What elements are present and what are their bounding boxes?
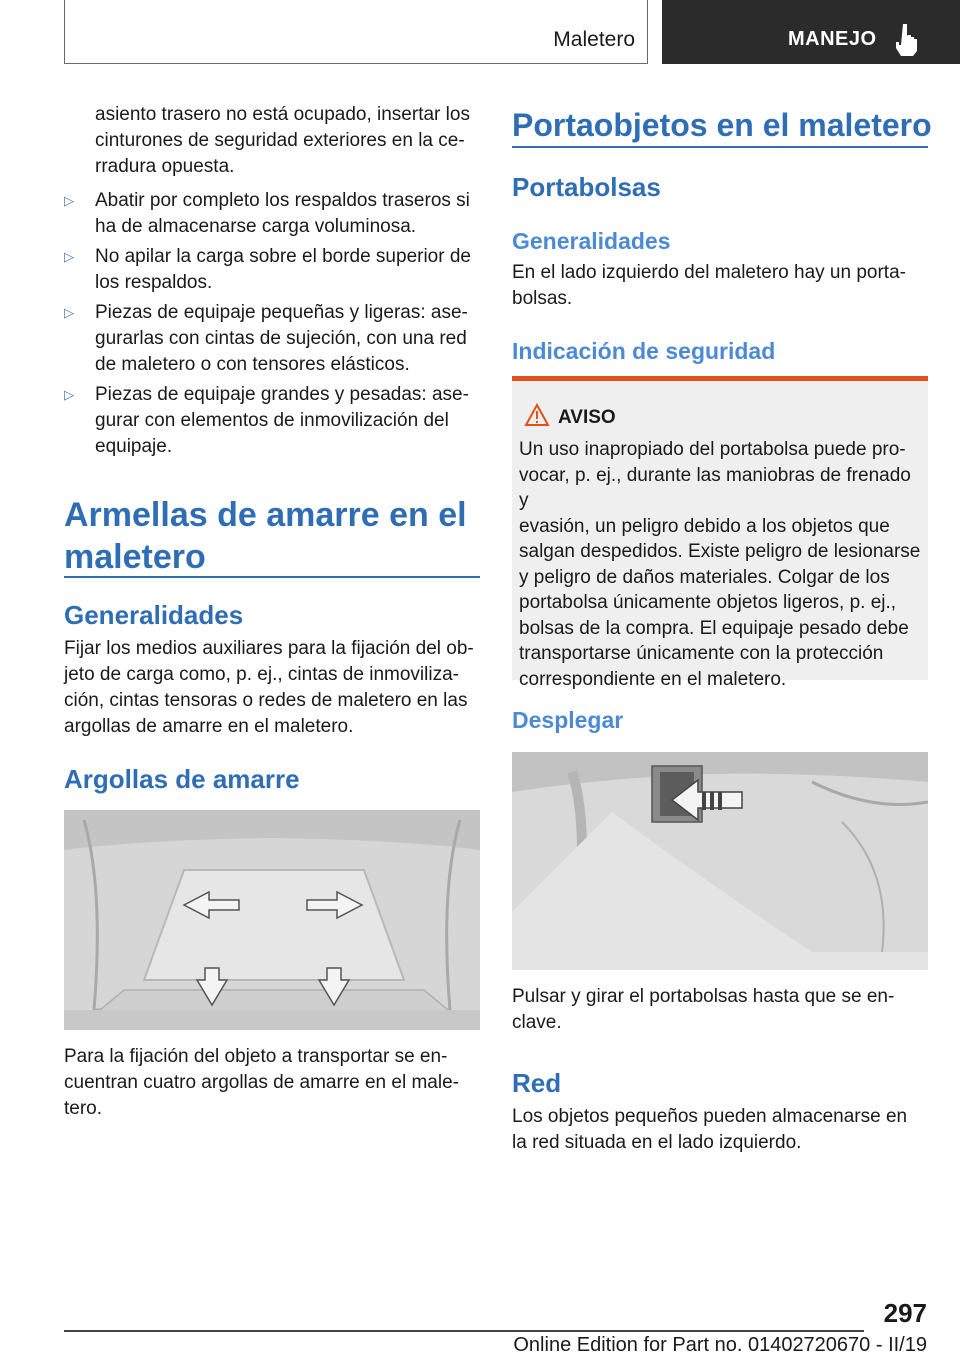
header-section-title: Maletero (553, 28, 635, 51)
text-line: Pulsar y girar el portabolsas hasta que se en- (512, 986, 895, 1007)
text-line: rradura opuesta. (95, 156, 235, 177)
text-line: vocar, p. ej., durante las maniobras de frenado y (519, 464, 911, 511)
text-line: cuentran cuatro argollas de amarre en el male- (64, 1072, 459, 1093)
text-line: cinturones de seguridad exteriores en la ce- (95, 130, 465, 151)
text-line: Para la fijación del objeto a transportar se en- (64, 1046, 448, 1067)
text-line: bolsas. (512, 288, 573, 309)
text-line: gurarlas con cintas de sujeción, con una red (95, 328, 467, 349)
trunk-tie-down-figure (64, 810, 480, 1030)
bag-hook-figure (512, 752, 928, 970)
text-line: de maletero o con tensores elásticos. (95, 354, 410, 375)
text-line: asiento trasero no está ocupado, insertar los (95, 104, 470, 125)
text-line: En el lado izquierdo del maletero hay un porta- (512, 262, 906, 283)
footer-divider (64, 1330, 864, 1332)
header-chapter-tab (662, 0, 960, 64)
section-divider (512, 146, 928, 148)
warning-text (519, 437, 923, 692)
text-line: argollas de amarre en el maletero. (64, 716, 354, 737)
paragraph (512, 1104, 928, 1156)
section-title (64, 494, 480, 578)
edition-note: Online Edition for Part no. 01402720670 - II/19 (513, 1334, 927, 1356)
subsection-heading: Red (512, 1068, 562, 1098)
text-line: los respaldos. (95, 272, 213, 293)
text-line: Piezas de equipaje pequeñas y ligeras: ase- (95, 302, 468, 323)
text-line: Un uso inapropiado del portabolsa puede pro- (519, 439, 906, 460)
text-line: tero. (64, 1098, 103, 1119)
paragraph (64, 636, 480, 740)
text-line: Los objetos pequeños pueden almacenarse en (512, 1106, 908, 1127)
subsubsection-heading: Generalidades (512, 228, 671, 254)
triangle-bullet-icon: ▷ (64, 249, 74, 264)
title-line: Armellas de amarre en el (64, 496, 467, 534)
triangle-bullet-icon: ▷ (64, 305, 74, 320)
text-line: Fijar los medios auxiliares para la fijación del ob- (64, 638, 474, 659)
figure-caption (64, 1044, 480, 1122)
text-line: bolsas de la compra. El equipaje pesado debe (519, 617, 909, 639)
subsection-heading: Portabolsas (512, 172, 661, 202)
header-section-box (64, 0, 648, 64)
subsection-heading: Generalidades (64, 600, 244, 630)
text-line: y peligro de daños materiales. Colgar de los (519, 566, 890, 588)
text-line: portabolsa únicamente objetos ligeros, p. ej., (519, 592, 897, 613)
text-line: correspondiente en el maletero. (519, 668, 787, 690)
title-line: maletero (64, 538, 206, 576)
paragraph (512, 984, 928, 1036)
section-title: Portaobjetos en el maletero (512, 107, 932, 143)
text-line: ción, cintas tensoras o redes de maletero en las (64, 690, 468, 711)
text-line: No apilar la carga sobre el borde superior de (95, 246, 471, 267)
bag-hook-illustration (512, 752, 928, 970)
text-line: ha de almacenarse carga voluminosa. (95, 216, 417, 237)
header-chapter-label: MANEJO (788, 28, 877, 50)
text-line: salgan despedidos. Existe peligro de lesionarse (519, 541, 921, 562)
warning-triangle-icon (524, 403, 550, 427)
subsubsection-heading: Desplegar (512, 707, 624, 733)
subsection-heading: Argollas de amarre (64, 764, 300, 794)
text-line: equipaje. (95, 436, 173, 457)
text-line: jeto de carga como, p. ej., cintas de inmoviliza- (64, 664, 459, 685)
triangle-bullet-icon: ▷ (64, 387, 74, 402)
warning-box (512, 376, 928, 690)
paragraph (512, 260, 928, 312)
text-line: evasión, un peligro debido a los objetos que (519, 515, 890, 537)
text-line: Piezas de equipaje grandes y pesadas: ase- (95, 384, 469, 405)
page-number: 297 (883, 1298, 927, 1328)
warning-title: AVISO (558, 407, 616, 428)
trunk-illustration (64, 810, 480, 1030)
hand-pointer-icon (894, 22, 924, 56)
text-line: clave. (512, 1012, 562, 1033)
text-line: Abatir por completo los respaldos traseros si (95, 190, 470, 211)
intro-continuation (95, 102, 480, 180)
section-divider (64, 576, 480, 578)
subsubsection-heading: Indicación de seguridad (512, 338, 776, 364)
text-line: transportarse únicamente con la protección (519, 643, 884, 664)
text-line: la red situada en el lado izquierdo. (512, 1132, 802, 1153)
triangle-bullet-icon: ▷ (64, 193, 74, 208)
text-line: gurar con elementos de inmovilización del (95, 410, 449, 431)
